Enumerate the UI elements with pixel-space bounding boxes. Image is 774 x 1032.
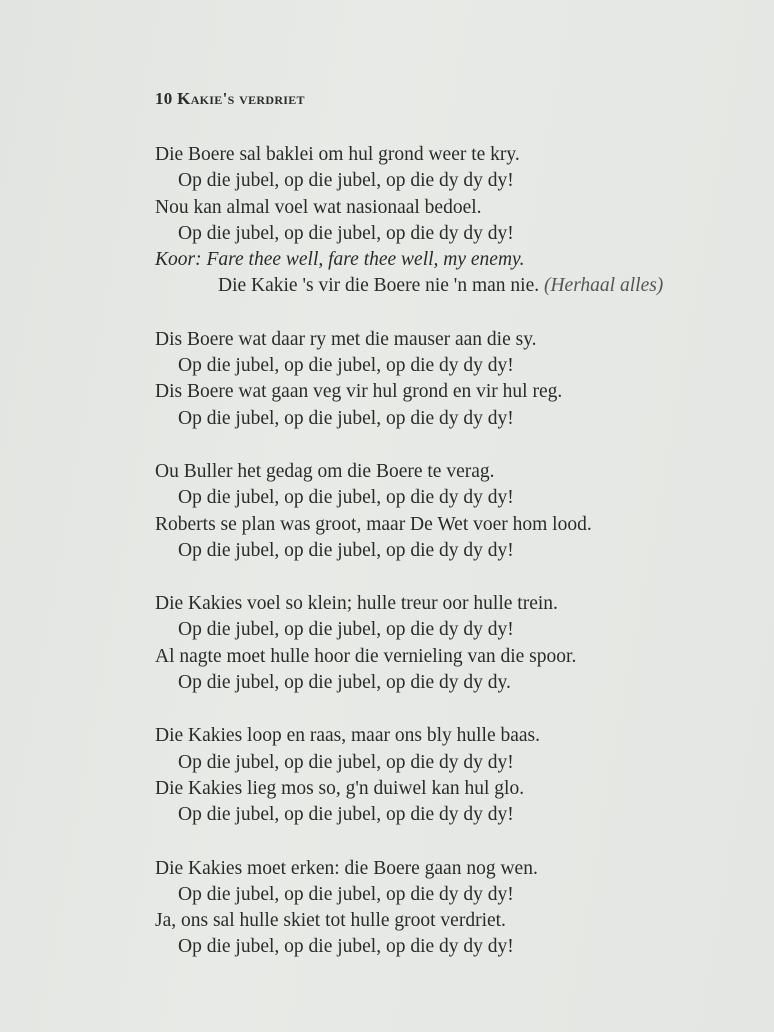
verse-line: Roberts se plan was groot, maar De Wet voer hom lood. — [155, 513, 592, 535]
refrain-line: Op die jubel, op die jubel, op die dy dy dy! — [178, 751, 514, 773]
refrain-line: Op die jubel, op die jubel, op die dy dy dy! — [178, 170, 514, 192]
refrain-line: Op die jubel, op die jubel, op die dy dy dy! — [178, 407, 514, 429]
refrain-line: Op die jubel, op die jubel, op die dy dy dy! — [178, 355, 514, 377]
chorus-line — [155, 247, 755, 273]
verse-line: Ja, ons sal hulle skiet tot hulle groot verdriet. — [155, 910, 506, 932]
verse-line: Nou kan almal voel wat nasionaal bedoel. — [155, 196, 482, 218]
stanza-5 — [155, 723, 755, 828]
verse-line: Ou Buller het gedag om die Boere te verag. — [155, 460, 495, 482]
refrain-line: Op die jubel, op die jubel, op die dy dy dy! — [178, 936, 514, 958]
refrain-line: Op die jubel, op die jubel, op die dy dy dy! — [178, 619, 514, 641]
repeat-note: (Herhaal alles) — [543, 275, 664, 297]
stanza-1 — [155, 142, 755, 300]
song-title — [155, 86, 755, 112]
chorus-line — [155, 273, 755, 299]
verse-line: Dis Boere wat daar ry met die mauser aan die sy. — [155, 328, 537, 350]
chorus-text: Fare thee well, fare thee well, my enemy. — [206, 249, 525, 271]
song-number: 10 — [155, 89, 173, 108]
chorus-text: Die Kakie 's vir die Boere nie 'n man nie. — [218, 275, 540, 297]
verse-line: Die Kakies loop en raas, maar ons bly hulle baas. — [155, 725, 541, 747]
refrain-line: Op die jubel, op die jubel, op die dy dy dy! — [178, 883, 514, 905]
verse-line: Die Kakies moet erken: die Boere gaan nog wen. — [155, 857, 538, 879]
verse-line: Die Boere sal baklei om hul grond weer te kry. — [155, 144, 520, 165]
verse-line: Die Kakies voel so klein; hulle treur oor hulle trein. — [155, 593, 558, 615]
refrain-line: Op die jubel, op die jubel, op die dy dy dy! — [178, 804, 514, 826]
refrain-line: Op die jubel, op die jubel, op die dy dy dy! — [178, 487, 514, 509]
stanza-6 — [155, 856, 755, 961]
verse-line: Al nagte moet hulle hoor die vernieling van die spoor. — [155, 645, 577, 667]
song-title-text: Kakie's verdriet — [177, 89, 305, 108]
verse-line: Die Kakies lieg mos so, g'n duiwel kan hul glo. — [155, 777, 525, 799]
song-page — [155, 86, 755, 961]
refrain-line: Op die jubel, op die jubel, op die dy dy dy! — [178, 539, 514, 561]
verse-line: Dis Boere wat gaan veg vir hul grond en vir hul reg. — [155, 381, 563, 403]
stanza-3 — [155, 459, 755, 564]
refrain-line: Op die jubel, op die jubel, op die dy dy dy. — [178, 672, 511, 694]
refrain-line: Op die jubel, op die jubel, op die dy dy dy! — [178, 222, 514, 244]
stanza-4 — [155, 591, 755, 696]
stanza-2 — [155, 327, 755, 432]
chorus-label: Koor: — [155, 249, 202, 271]
